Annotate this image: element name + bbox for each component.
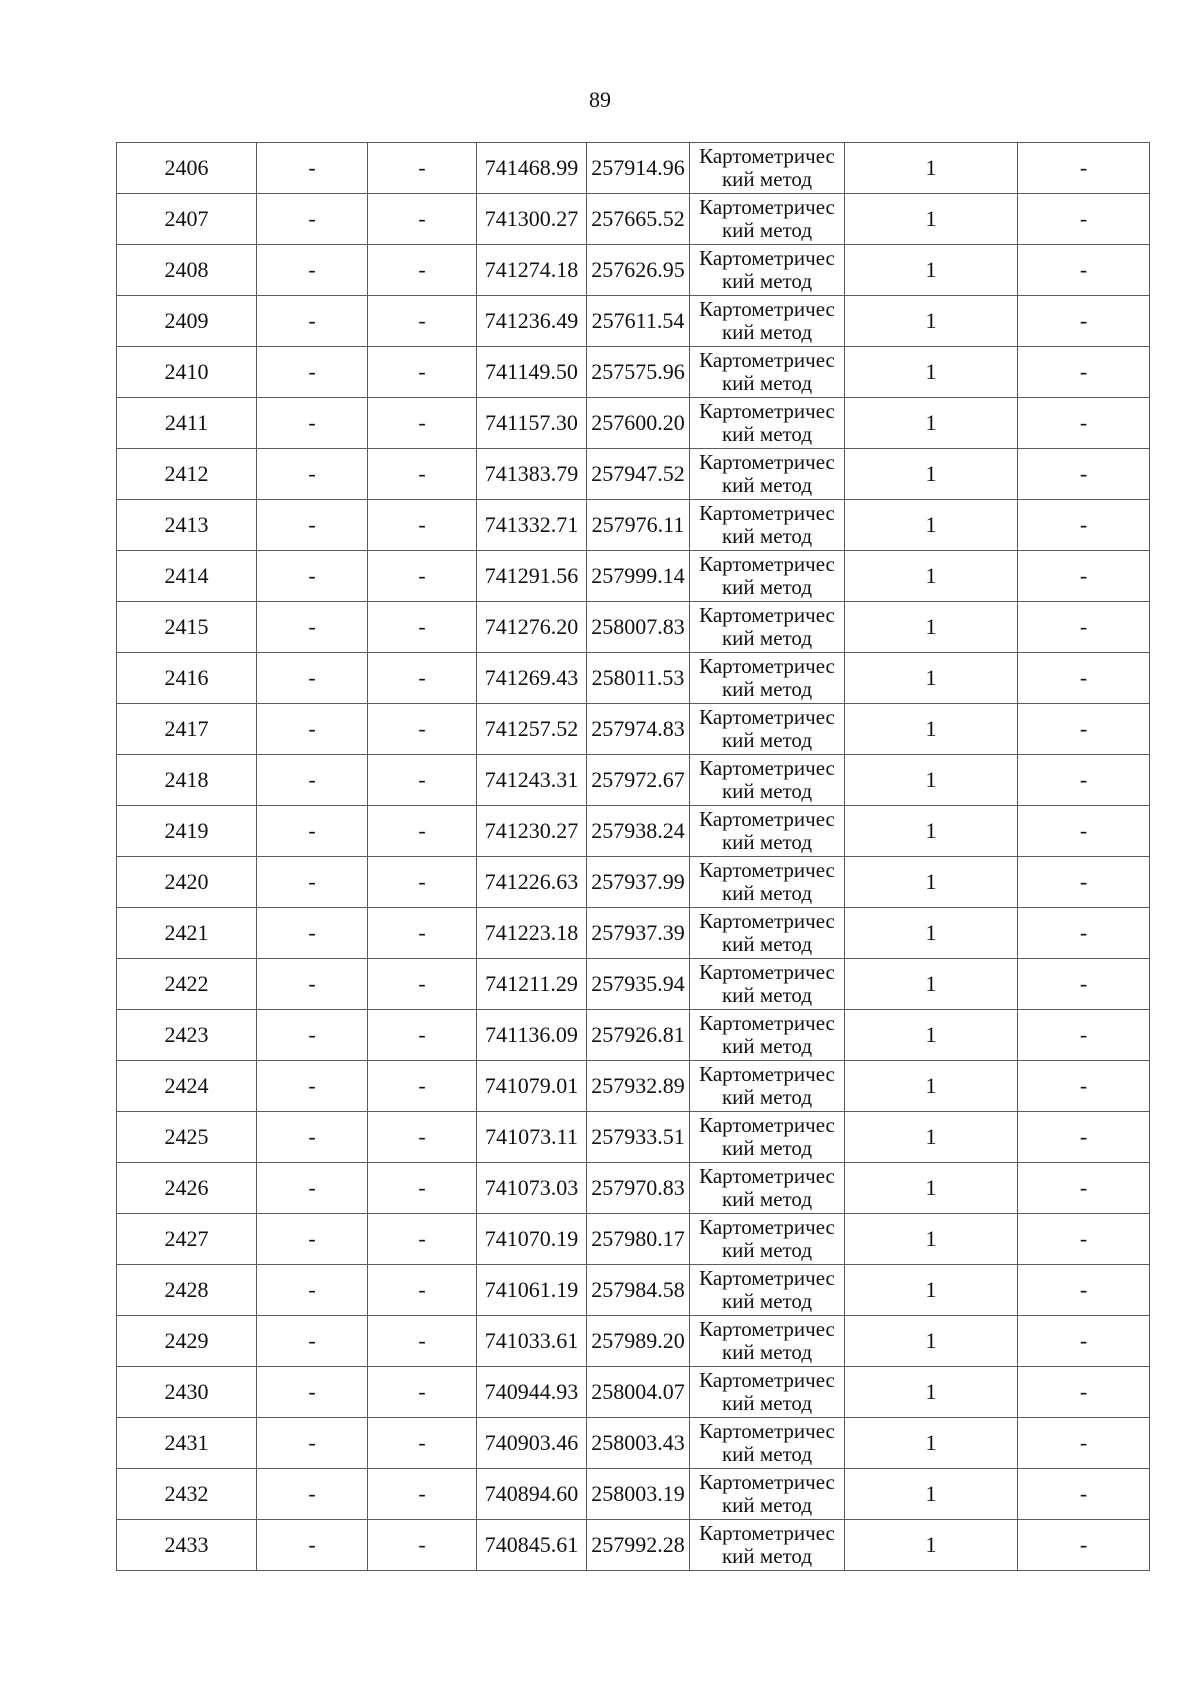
cell-column-2: - bbox=[257, 857, 368, 908]
cell-column-2: - bbox=[257, 347, 368, 398]
cell-column-3: - bbox=[368, 1010, 477, 1061]
cell-column-8: - bbox=[1018, 1112, 1150, 1163]
cell-method: Картометричес кий метод bbox=[690, 398, 845, 449]
table-row bbox=[117, 1520, 1150, 1571]
cell-column-7: 1 bbox=[845, 653, 1018, 704]
cell-column-3: - bbox=[368, 1418, 477, 1469]
cell-point-number: 2422 bbox=[117, 959, 257, 1010]
cell-column-8: - bbox=[1018, 1367, 1150, 1418]
cell-x-coordinate: 741257.52 bbox=[477, 704, 587, 755]
cell-column-2: - bbox=[257, 1010, 368, 1061]
cell-column-2: - bbox=[257, 755, 368, 806]
cell-x-coordinate: 741079.01 bbox=[477, 1061, 587, 1112]
cell-column-7: 1 bbox=[845, 704, 1018, 755]
cell-column-3: - bbox=[368, 1214, 477, 1265]
cell-x-coordinate: 741070.19 bbox=[477, 1214, 587, 1265]
cell-method: Картометричес кий метод bbox=[690, 1010, 845, 1061]
table-row bbox=[117, 602, 1150, 653]
cell-column-8: - bbox=[1018, 1010, 1150, 1061]
cell-column-3: - bbox=[368, 398, 477, 449]
cell-method: Картометричес кий метод bbox=[690, 1112, 845, 1163]
cell-method: Картометричес кий метод bbox=[690, 1316, 845, 1367]
cell-column-8: - bbox=[1018, 704, 1150, 755]
table-row bbox=[117, 857, 1150, 908]
cell-y-coordinate: 258004.07 bbox=[587, 1367, 690, 1418]
cell-column-8: - bbox=[1018, 1214, 1150, 1265]
cell-column-7: 1 bbox=[845, 1469, 1018, 1520]
table-row bbox=[117, 143, 1150, 194]
table-row bbox=[117, 959, 1150, 1010]
cell-method: Картометричес кий метод bbox=[690, 653, 845, 704]
cell-point-number: 2423 bbox=[117, 1010, 257, 1061]
cell-column-7: 1 bbox=[845, 908, 1018, 959]
cell-x-coordinate: 741230.27 bbox=[477, 806, 587, 857]
table-row bbox=[117, 1367, 1150, 1418]
table-row bbox=[117, 347, 1150, 398]
cell-column-2: - bbox=[257, 908, 368, 959]
cell-x-coordinate: 741061.19 bbox=[477, 1265, 587, 1316]
cell-method: Картометричес кий метод bbox=[690, 704, 845, 755]
cell-point-number: 2411 bbox=[117, 398, 257, 449]
cell-x-coordinate: 741291.56 bbox=[477, 551, 587, 602]
cell-column-7: 1 bbox=[845, 755, 1018, 806]
cell-column-7: 1 bbox=[845, 347, 1018, 398]
cell-x-coordinate: 740894.60 bbox=[477, 1469, 587, 1520]
cell-column-3: - bbox=[368, 347, 477, 398]
table-row bbox=[117, 1163, 1150, 1214]
table-row bbox=[117, 704, 1150, 755]
cell-method: Картометричес кий метод bbox=[690, 959, 845, 1010]
cell-column-2: - bbox=[257, 1163, 368, 1214]
cell-column-7: 1 bbox=[845, 1418, 1018, 1469]
cell-point-number: 2431 bbox=[117, 1418, 257, 1469]
cell-column-3: - bbox=[368, 806, 477, 857]
cell-y-coordinate: 257999.14 bbox=[587, 551, 690, 602]
cell-method: Картометричес кий метод bbox=[690, 1265, 845, 1316]
cell-method: Картометричес кий метод bbox=[690, 143, 845, 194]
table-row bbox=[117, 551, 1150, 602]
cell-method: Картометричес кий метод bbox=[690, 1418, 845, 1469]
cell-y-coordinate: 257984.58 bbox=[587, 1265, 690, 1316]
cell-x-coordinate: 741211.29 bbox=[477, 959, 587, 1010]
cell-column-8: - bbox=[1018, 755, 1150, 806]
cell-method: Картометричес кий метод bbox=[690, 1520, 845, 1571]
cell-column-7: 1 bbox=[845, 1520, 1018, 1571]
cell-column-2: - bbox=[257, 1469, 368, 1520]
cell-column-2: - bbox=[257, 704, 368, 755]
cell-column-3: - bbox=[368, 1367, 477, 1418]
cell-column-2: - bbox=[257, 551, 368, 602]
cell-column-3: - bbox=[368, 1163, 477, 1214]
cell-column-3: - bbox=[368, 194, 477, 245]
cell-point-number: 2426 bbox=[117, 1163, 257, 1214]
cell-x-coordinate: 740944.93 bbox=[477, 1367, 587, 1418]
cell-y-coordinate: 258003.19 bbox=[587, 1469, 690, 1520]
cell-column-3: - bbox=[368, 908, 477, 959]
cell-column-8: - bbox=[1018, 1520, 1150, 1571]
cell-column-2: - bbox=[257, 449, 368, 500]
cell-y-coordinate: 258007.83 bbox=[587, 602, 690, 653]
cell-y-coordinate: 257937.39 bbox=[587, 908, 690, 959]
cell-column-7: 1 bbox=[845, 1163, 1018, 1214]
cell-y-coordinate: 257938.24 bbox=[587, 806, 690, 857]
cell-method: Картометричес кий метод bbox=[690, 1163, 845, 1214]
cell-x-coordinate: 741383.79 bbox=[477, 449, 587, 500]
cell-column-3: - bbox=[368, 857, 477, 908]
cell-column-8: - bbox=[1018, 194, 1150, 245]
table-row bbox=[117, 245, 1150, 296]
cell-x-coordinate: 741149.50 bbox=[477, 347, 587, 398]
cell-column-7: 1 bbox=[845, 857, 1018, 908]
cell-column-2: - bbox=[257, 1520, 368, 1571]
cell-y-coordinate: 257976.11 bbox=[587, 500, 690, 551]
cell-column-3: - bbox=[368, 959, 477, 1010]
cell-y-coordinate: 257575.96 bbox=[587, 347, 690, 398]
cell-point-number: 2408 bbox=[117, 245, 257, 296]
cell-column-8: - bbox=[1018, 551, 1150, 602]
cell-column-8: - bbox=[1018, 1469, 1150, 1520]
cell-point-number: 2425 bbox=[117, 1112, 257, 1163]
cell-point-number: 2412 bbox=[117, 449, 257, 500]
cell-column-3: - bbox=[368, 1316, 477, 1367]
cell-column-3: - bbox=[368, 449, 477, 500]
cell-point-number: 2406 bbox=[117, 143, 257, 194]
cell-column-8: - bbox=[1018, 296, 1150, 347]
cell-column-8: - bbox=[1018, 1418, 1150, 1469]
cell-y-coordinate: 257665.52 bbox=[587, 194, 690, 245]
cell-column-3: - bbox=[368, 602, 477, 653]
table-row bbox=[117, 296, 1150, 347]
cell-y-coordinate: 257980.17 bbox=[587, 1214, 690, 1265]
cell-x-coordinate: 741276.20 bbox=[477, 602, 587, 653]
cell-column-8: - bbox=[1018, 908, 1150, 959]
cell-method: Картометричес кий метод bbox=[690, 1367, 845, 1418]
cell-point-number: 2428 bbox=[117, 1265, 257, 1316]
cell-column-2: - bbox=[257, 806, 368, 857]
cell-point-number: 2407 bbox=[117, 194, 257, 245]
cell-x-coordinate: 740903.46 bbox=[477, 1418, 587, 1469]
table-row bbox=[117, 755, 1150, 806]
cell-column-3: - bbox=[368, 245, 477, 296]
cell-column-8: - bbox=[1018, 1316, 1150, 1367]
cell-point-number: 2429 bbox=[117, 1316, 257, 1367]
cell-x-coordinate: 741332.71 bbox=[477, 500, 587, 551]
cell-column-2: - bbox=[257, 398, 368, 449]
cell-point-number: 2421 bbox=[117, 908, 257, 959]
cell-column-3: - bbox=[368, 1469, 477, 1520]
cell-column-7: 1 bbox=[845, 1112, 1018, 1163]
cell-y-coordinate: 257935.94 bbox=[587, 959, 690, 1010]
table-row bbox=[117, 1418, 1150, 1469]
table-row bbox=[117, 1112, 1150, 1163]
cell-column-8: - bbox=[1018, 653, 1150, 704]
cell-column-7: 1 bbox=[845, 1265, 1018, 1316]
cell-y-coordinate: 257970.83 bbox=[587, 1163, 690, 1214]
cell-column-7: 1 bbox=[845, 551, 1018, 602]
table-row bbox=[117, 653, 1150, 704]
cell-y-coordinate: 257972.67 bbox=[587, 755, 690, 806]
coordinates-table bbox=[116, 142, 1150, 1571]
cell-point-number: 2413 bbox=[117, 500, 257, 551]
cell-method: Картометричес кий метод bbox=[690, 755, 845, 806]
cell-column-2: - bbox=[257, 959, 368, 1010]
cell-column-8: - bbox=[1018, 245, 1150, 296]
cell-column-2: - bbox=[257, 1316, 368, 1367]
cell-column-2: - bbox=[257, 1214, 368, 1265]
cell-x-coordinate: 740845.61 bbox=[477, 1520, 587, 1571]
cell-column-3: - bbox=[368, 500, 477, 551]
table-row bbox=[117, 194, 1150, 245]
cell-y-coordinate: 257611.54 bbox=[587, 296, 690, 347]
cell-method: Картометричес кий метод bbox=[690, 806, 845, 857]
cell-point-number: 2417 bbox=[117, 704, 257, 755]
cell-method: Картометричес кий метод bbox=[690, 908, 845, 959]
cell-y-coordinate: 257600.20 bbox=[587, 398, 690, 449]
cell-point-number: 2414 bbox=[117, 551, 257, 602]
cell-y-coordinate: 257932.89 bbox=[587, 1061, 690, 1112]
cell-point-number: 2419 bbox=[117, 806, 257, 857]
table-row bbox=[117, 1010, 1150, 1061]
cell-x-coordinate: 741073.11 bbox=[477, 1112, 587, 1163]
cell-column-7: 1 bbox=[845, 143, 1018, 194]
cell-y-coordinate: 257989.20 bbox=[587, 1316, 690, 1367]
cell-column-7: 1 bbox=[845, 449, 1018, 500]
cell-column-3: - bbox=[368, 704, 477, 755]
table-body bbox=[117, 143, 1150, 1571]
cell-column-8: - bbox=[1018, 398, 1150, 449]
cell-y-coordinate: 258011.53 bbox=[587, 653, 690, 704]
table-row bbox=[117, 1316, 1150, 1367]
cell-column-8: - bbox=[1018, 449, 1150, 500]
cell-column-3: - bbox=[368, 755, 477, 806]
cell-x-coordinate: 741300.27 bbox=[477, 194, 587, 245]
cell-point-number: 2418 bbox=[117, 755, 257, 806]
cell-method: Картометричес кий метод bbox=[690, 296, 845, 347]
cell-method: Картометричес кий метод bbox=[690, 245, 845, 296]
table-row bbox=[117, 908, 1150, 959]
cell-x-coordinate: 741468.99 bbox=[477, 143, 587, 194]
cell-x-coordinate: 741033.61 bbox=[477, 1316, 587, 1367]
cell-method: Картометричес кий метод bbox=[690, 1214, 845, 1265]
cell-column-8: - bbox=[1018, 959, 1150, 1010]
cell-method: Картометричес кий метод bbox=[690, 449, 845, 500]
cell-column-7: 1 bbox=[845, 806, 1018, 857]
cell-column-8: - bbox=[1018, 1061, 1150, 1112]
cell-point-number: 2432 bbox=[117, 1469, 257, 1520]
cell-column-7: 1 bbox=[845, 1061, 1018, 1112]
cell-method: Картометричес кий метод bbox=[690, 500, 845, 551]
table-row bbox=[117, 1469, 1150, 1520]
table-row bbox=[117, 1061, 1150, 1112]
cell-column-7: 1 bbox=[845, 500, 1018, 551]
cell-column-7: 1 bbox=[845, 602, 1018, 653]
cell-column-2: - bbox=[257, 245, 368, 296]
cell-column-2: - bbox=[257, 194, 368, 245]
cell-column-7: 1 bbox=[845, 1316, 1018, 1367]
table-row bbox=[117, 449, 1150, 500]
cell-column-7: 1 bbox=[845, 1010, 1018, 1061]
cell-x-coordinate: 741223.18 bbox=[477, 908, 587, 959]
cell-column-7: 1 bbox=[845, 959, 1018, 1010]
cell-x-coordinate: 741269.43 bbox=[477, 653, 587, 704]
cell-y-coordinate: 257937.99 bbox=[587, 857, 690, 908]
cell-point-number: 2416 bbox=[117, 653, 257, 704]
cell-x-coordinate: 741243.31 bbox=[477, 755, 587, 806]
cell-column-3: - bbox=[368, 1112, 477, 1163]
cell-column-2: - bbox=[257, 653, 368, 704]
cell-y-coordinate: 257992.28 bbox=[587, 1520, 690, 1571]
cell-point-number: 2424 bbox=[117, 1061, 257, 1112]
table-row bbox=[117, 806, 1150, 857]
cell-column-2: - bbox=[257, 1061, 368, 1112]
cell-column-7: 1 bbox=[845, 398, 1018, 449]
cell-column-8: - bbox=[1018, 806, 1150, 857]
cell-point-number: 2430 bbox=[117, 1367, 257, 1418]
cell-point-number: 2433 bbox=[117, 1520, 257, 1571]
cell-column-3: - bbox=[368, 653, 477, 704]
cell-point-number: 2427 bbox=[117, 1214, 257, 1265]
cell-method: Картометричес кий метод bbox=[690, 194, 845, 245]
cell-point-number: 2420 bbox=[117, 857, 257, 908]
cell-column-2: - bbox=[257, 602, 368, 653]
cell-point-number: 2409 bbox=[117, 296, 257, 347]
cell-y-coordinate: 257626.95 bbox=[587, 245, 690, 296]
cell-y-coordinate: 257947.52 bbox=[587, 449, 690, 500]
cell-column-8: - bbox=[1018, 602, 1150, 653]
cell-column-8: - bbox=[1018, 143, 1150, 194]
cell-y-coordinate: 258003.43 bbox=[587, 1418, 690, 1469]
table-row bbox=[117, 1214, 1150, 1265]
cell-column-8: - bbox=[1018, 857, 1150, 908]
cell-column-8: - bbox=[1018, 347, 1150, 398]
cell-column-3: - bbox=[368, 1061, 477, 1112]
cell-point-number: 2415 bbox=[117, 602, 257, 653]
cell-column-2: - bbox=[257, 500, 368, 551]
cell-column-2: - bbox=[257, 1265, 368, 1316]
cell-method: Картометричес кий метод bbox=[690, 1061, 845, 1112]
cell-column-2: - bbox=[257, 143, 368, 194]
cell-column-7: 1 bbox=[845, 1214, 1018, 1265]
cell-method: Картометричес кий метод bbox=[690, 602, 845, 653]
cell-column-2: - bbox=[257, 296, 368, 347]
cell-y-coordinate: 257926.81 bbox=[587, 1010, 690, 1061]
cell-column-3: - bbox=[368, 1520, 477, 1571]
cell-column-7: 1 bbox=[845, 296, 1018, 347]
cell-column-8: - bbox=[1018, 500, 1150, 551]
table-row bbox=[117, 1265, 1150, 1316]
cell-x-coordinate: 741236.49 bbox=[477, 296, 587, 347]
cell-y-coordinate: 257914.96 bbox=[587, 143, 690, 194]
cell-x-coordinate: 741073.03 bbox=[477, 1163, 587, 1214]
cell-method: Картометричес кий метод bbox=[690, 857, 845, 908]
cell-column-8: - bbox=[1018, 1163, 1150, 1214]
cell-column-7: 1 bbox=[845, 245, 1018, 296]
cell-method: Картометричес кий метод bbox=[690, 551, 845, 602]
cell-column-2: - bbox=[257, 1418, 368, 1469]
cell-x-coordinate: 741226.63 bbox=[477, 857, 587, 908]
cell-column-7: 1 bbox=[845, 1367, 1018, 1418]
cell-column-8: - bbox=[1018, 1265, 1150, 1316]
table-row bbox=[117, 398, 1150, 449]
cell-point-number: 2410 bbox=[117, 347, 257, 398]
cell-column-3: - bbox=[368, 551, 477, 602]
cell-column-3: - bbox=[368, 143, 477, 194]
cell-x-coordinate: 741274.18 bbox=[477, 245, 587, 296]
cell-y-coordinate: 257933.51 bbox=[587, 1112, 690, 1163]
table-row bbox=[117, 500, 1150, 551]
cell-method: Картометричес кий метод bbox=[690, 347, 845, 398]
page-number: 89 bbox=[589, 87, 611, 112]
cell-x-coordinate: 741157.30 bbox=[477, 398, 587, 449]
cell-column-3: - bbox=[368, 1265, 477, 1316]
cell-x-coordinate: 741136.09 bbox=[477, 1010, 587, 1061]
cell-y-coordinate: 257974.83 bbox=[587, 704, 690, 755]
cell-column-2: - bbox=[257, 1367, 368, 1418]
cell-column-2: - bbox=[257, 1112, 368, 1163]
cell-column-3: - bbox=[368, 296, 477, 347]
cell-method: Картометричес кий метод bbox=[690, 1469, 845, 1520]
cell-column-7: 1 bbox=[845, 194, 1018, 245]
